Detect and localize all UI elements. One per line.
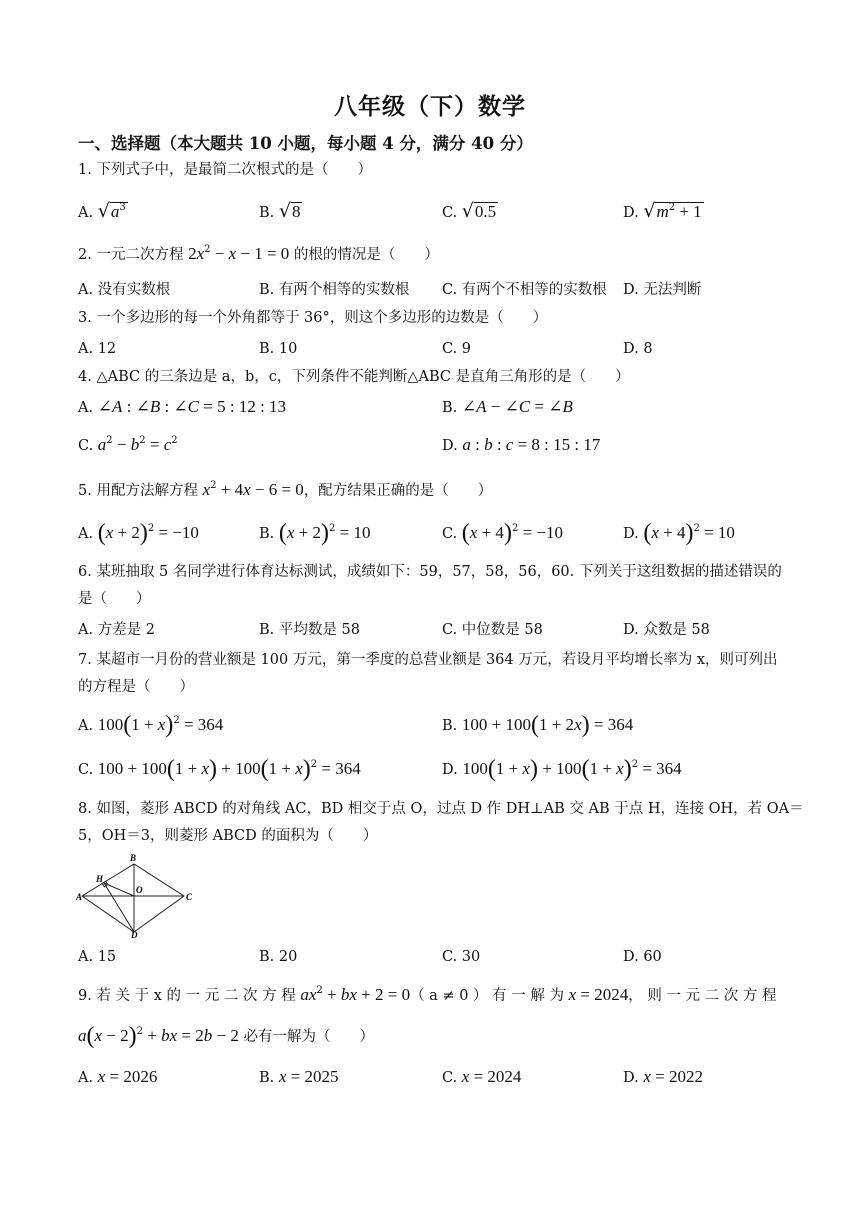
q6-option-a[interactable]: A. 方差是 2: [78, 622, 156, 638]
q5-option-c[interactable]: C. $(x + 4)^2 = -10$: [442, 520, 563, 546]
label-o: O: [136, 885, 143, 895]
q3-option-a[interactable]: A. 12: [78, 341, 117, 357]
question-7-stem-line2: 的方程是（ ）: [78, 679, 194, 695]
label-d: D: [131, 930, 138, 938]
q2-option-a[interactable]: A. 没有实数根: [78, 282, 171, 298]
question-4-stem: 4. △ABC 的三条边是 a，b，c，下列条件不能判断△ABC 是直角三角形的是（ ）: [78, 369, 630, 385]
question-2-stem: 2. 一元二次方程 $2x^2 - x - 1 = 0$ 的根的情况是（ ）: [78, 244, 439, 263]
q1-option-a[interactable]: A. $√a^3$: [78, 200, 126, 222]
q7-option-c[interactable]: C. $100 + 100(1 + x) + 100(1 + x)^2 = 364$: [78, 756, 361, 782]
q7-option-d[interactable]: D. $100(1 + x) + 100(1 + x)^2 = 364$: [442, 756, 682, 782]
page-title: 八年级（下）数学: [334, 93, 526, 120]
q5-option-a[interactable]: A. $(x + 2)^2 = -10$: [78, 520, 199, 546]
q9-option-c[interactable]: C. x = 2024: [442, 1067, 522, 1086]
rhombus-figure: [76, 852, 200, 938]
q8-option-a[interactable]: A. 15: [78, 949, 117, 965]
q9-option-d[interactable]: D. x = 2022: [623, 1067, 703, 1086]
q3-option-d[interactable]: D. 8: [623, 341, 653, 357]
q9-option-b[interactable]: B. x = 2025: [259, 1067, 339, 1086]
question-9-stem-line2: $a(x - 2)^2$ + bx = 2b − 2 必有一解为（ ）: [78, 1023, 374, 1049]
q3-option-b[interactable]: B. 10: [259, 341, 298, 357]
q8-option-b[interactable]: B. 20: [259, 949, 298, 965]
q2-option-c[interactable]: C. 有两个不相等的实数根: [442, 282, 607, 298]
q7-option-b[interactable]: B. 100 + 100(1 + 2x) = 364: [442, 712, 634, 738]
q4-option-a[interactable]: A. ∠A : ∠B : ∠C = 5 : 12 : 13: [78, 397, 287, 416]
q8-option-d[interactable]: D. 60: [623, 949, 662, 965]
q1-option-d[interactable]: D. $√m^2 + 1$: [623, 200, 702, 222]
q6-option-d[interactable]: D. 众数是 58: [623, 622, 710, 638]
q4-option-d[interactable]: D. a : b : c = 8 : 15 : 17: [442, 435, 601, 454]
q5-option-b[interactable]: B. $(x + 2)^2 = 10$: [259, 520, 371, 546]
q5-option-d[interactable]: D. $(x + 4)^2 = 10$: [623, 520, 735, 546]
label-b: B: [130, 853, 137, 863]
question-9-stem-line1: 9. 若 关 于 x 的 一 元 二 次 方 程 $ax^2$ + bx + 2 = 0（ a ≠ 0 ） 有 一 解 为 x = 2024， 则 一 元 二 次 方 程: [78, 985, 777, 1004]
q7-option-a[interactable]: A. $100(1 + x)^2 = 364$: [78, 712, 224, 738]
q3-option-c[interactable]: C. 9: [442, 341, 472, 357]
q6-option-b[interactable]: B. 平均数是 58: [259, 622, 360, 638]
question-8-stem-line2: 5，OH＝3，则菱形 ABCD 的面积为（ ）: [78, 828, 378, 844]
q1-option-c[interactable]: C. √0.5: [442, 200, 497, 222]
question-3-stem: 3. 一个多边形的每一个外角都等于 36°，则这个多边形的边数是（ ）: [78, 310, 548, 326]
label-h: H: [96, 874, 104, 884]
question-7-stem-line1: 7. 某超市一月份的营业额是 100 万元，第一季度的总营业额是 364 万元，若设月平均增长率为 x，则可列出: [78, 652, 778, 668]
question-6-stem-line2: 是（ ）: [78, 591, 151, 607]
label-a: A: [76, 892, 83, 902]
q9-option-a[interactable]: A. x = 2026: [78, 1067, 158, 1086]
q4-option-b[interactable]: B. ∠A − ∠C = ∠B: [442, 397, 573, 416]
q8-option-c[interactable]: C. 30: [442, 949, 481, 965]
q1-option-b[interactable]: B. √8: [259, 200, 301, 222]
q2-option-b[interactable]: B. 有两个相等的实数根: [259, 282, 410, 298]
segment-dh: [104, 883, 134, 932]
question-8-stem-line1: 8. 如图，菱形 ABCD 的对角线 AC，BD 相交于点 O，过点 D 作 DH⊥AB 交 AB 于点 H，连接 OH，若 OA＝: [78, 801, 804, 817]
question-6-stem-line1: 6. 某班抽取 5 名同学进行体育达标测试，成绩如下：59，57，58，56，60. 下列关于这组数据的描述错误的: [78, 564, 782, 580]
q4-option-c[interactable]: C. $a^2 - b^2 = c^2$: [78, 435, 178, 454]
question-1-stem: 1. 下列式子中，是最简二次根式的是（ ）: [78, 162, 372, 178]
q2-option-d[interactable]: D. 无法判断: [623, 282, 702, 298]
section-heading: 一、选择题（本大题共 10 小题，每小题 4 分，满分 40 分）: [78, 134, 533, 153]
label-c: C: [186, 892, 193, 902]
question-5-stem: 5. 用配方法解方程 $x^2 + 4x - 6 = 0$，配方结果正确的是（ ）: [78, 480, 493, 499]
q6-option-c[interactable]: C. 中位数是 58: [442, 622, 543, 638]
